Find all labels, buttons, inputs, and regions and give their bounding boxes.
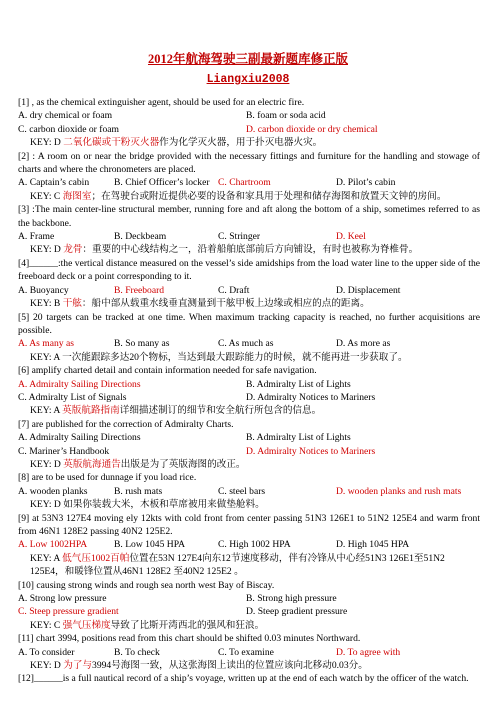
question-text: [8] are to be used for dunnage if you load rice. xyxy=(18,472,197,484)
answer-key-letter: KEY: D xyxy=(30,499,64,511)
option-row xyxy=(18,378,480,391)
option: A. Captain’s cabin xyxy=(18,177,90,189)
option-row xyxy=(18,284,480,297)
option: D. Steep gradient pressure xyxy=(246,606,348,618)
document-author: Liangxiu2008 xyxy=(206,73,290,86)
answer-key-explanation: 一次能跟踪多达20个物标，当达到最大跟踪能力的时候，就不能再进一步获取了。 xyxy=(62,351,408,363)
answer-key-letter: KEY: D xyxy=(30,660,64,672)
option-row xyxy=(18,538,480,551)
option: C. Chartroom xyxy=(218,177,271,189)
option: B. Freeboard xyxy=(114,284,165,296)
answer-key xyxy=(18,351,480,364)
option: D. Displacement xyxy=(336,284,401,296)
answer-key-letter: KEY: A xyxy=(30,405,63,417)
question-text: [7] are published for the correction of Admiralty Charts. xyxy=(18,418,234,430)
option: C. To examine xyxy=(218,646,274,658)
answer-key xyxy=(18,619,480,632)
question-list xyxy=(18,96,480,686)
answer-key-letter: KEY: D xyxy=(30,137,64,149)
option: D. Admiralty Notices to Mariners xyxy=(246,391,376,403)
question-text: [12]______is a full nautical record of a ship’s voyage, written up at the end of each watch by the officer of the watch. xyxy=(18,673,469,685)
option: C. Stringer xyxy=(218,231,261,243)
option-row xyxy=(18,605,480,618)
option: B. Admiralty List of Lights xyxy=(246,432,351,444)
option: D. wooden planks and rush mats xyxy=(336,485,462,497)
answer-key xyxy=(18,458,480,471)
question-text: [1] , as the chemical extinguisher agent, should be used for an electric fire. xyxy=(18,97,305,108)
question-text: [2] : A room on or near the bridge provided with the necessary fittings and furniture for the handling and stowage of charts and where the chronometers are placed. xyxy=(18,150,480,176)
option: B. rush mats xyxy=(114,485,163,497)
answer-key-explanation: ：船中部从载重水线垂直测量到干舷甲板上边缘或相应的点的距离。 xyxy=(81,298,370,310)
answer-key-term: 强气压梯度 xyxy=(62,619,111,631)
answer-key-term: 二氧化碳或干粉灭火器 xyxy=(63,137,160,149)
answer-key-explanation: 作为化学灭火器，用于扑灭电器火灾。 xyxy=(159,137,323,149)
option-row xyxy=(18,230,480,243)
answer-key xyxy=(18,552,480,579)
question-text: [3] :The main center-line structural member, running fore and aft along the bottom of a ship, sometimes referred to as the backbone. xyxy=(18,204,480,229)
answer-key-explanation: 3994号海图一致，从这张海图上读出的位置应该向北移动0.03分。 xyxy=(92,660,368,672)
answer-key xyxy=(18,297,480,310)
answer-key-explanation: 详细描述制订的细节和安全航行所包含的信息。 xyxy=(119,405,322,417)
option: C. carbon dioxide or foam xyxy=(18,123,119,135)
option: A. wooden planks xyxy=(18,485,88,497)
answer-key-explanation: 如果你装载大米，木板和草席被用来做垫舱料。 xyxy=(63,499,265,511)
option: B. Admiralty List of Lights xyxy=(246,378,351,390)
option: D. As more as xyxy=(336,338,391,350)
option-row xyxy=(18,123,480,136)
option: A. Admiralty Sailing Directions xyxy=(18,378,141,390)
answer-key-letter: KEY: C xyxy=(30,619,63,631)
option-row xyxy=(18,646,480,659)
answer-key-term: 海图室 xyxy=(62,190,92,202)
option-row xyxy=(18,176,480,189)
option: D. carbon dioxide or dry chemical xyxy=(246,123,378,135)
answer-key-term: 英版航海通告 xyxy=(63,458,121,470)
answer-key-term: 低气压1002百帕 xyxy=(62,552,130,564)
option: D. Admiralty Notices to Mariners xyxy=(246,445,376,457)
option: C. steel bars xyxy=(218,485,266,497)
option: B. Strong high pressure xyxy=(246,593,337,605)
option-row xyxy=(18,391,480,404)
option: D. Keel xyxy=(336,231,366,243)
option: C. Draft xyxy=(218,284,250,296)
answer-key xyxy=(18,190,480,203)
answer-key xyxy=(18,659,480,672)
question-text: [11] chart 3994, positions read from this chart should be shifted 0.03 minutes Northward. xyxy=(18,633,361,645)
answer-key xyxy=(18,136,480,149)
answer-key-letter: KEY: B xyxy=(30,298,63,310)
option: B. foam or soda acid xyxy=(246,110,326,122)
question-text: [6] amplify charted detail and contain information needed for safe navigation. xyxy=(18,365,317,377)
option: A. Strong low pressure xyxy=(18,593,107,605)
option: B. Low 1045 HPA xyxy=(114,539,186,551)
option: A. Frame xyxy=(18,231,55,243)
option-row xyxy=(18,592,480,605)
option: C. As much as xyxy=(218,338,274,350)
option: A. dry chemical or foam xyxy=(18,110,113,122)
answer-key-explanation: ：重要的中心线结构之一，沿着船舶底部前后方向铺设，有时也被称为脊椎骨。 xyxy=(82,244,419,256)
option: D. Pilot’s cabin xyxy=(336,177,396,189)
question-text: [10] causing strong winds and rough sea north west Bay of Biscay. xyxy=(18,579,275,591)
option: D. High 1045 HPA xyxy=(336,539,410,551)
answer-key-explanation: 位置在53N 127E4向东12节速度移动，伴有冷锋从中心经51N3 126E1至51N2 125E4，和暖锋位置从46N1 128E2 至40N2 125E2 。 xyxy=(30,552,445,578)
option-row xyxy=(18,431,480,444)
document-title: 2012年航海驾驶三副最新题库修正版 xyxy=(147,52,348,66)
answer-key-term: 龙骨 xyxy=(63,244,83,256)
option: A. As many as xyxy=(18,338,74,350)
option-row xyxy=(18,109,480,122)
answer-key xyxy=(18,243,480,256)
option: C. Admiralty List of Signals xyxy=(18,391,127,403)
answer-key xyxy=(18,498,480,511)
answer-key-explanation: 出版是为了英版海图的改正。 xyxy=(120,458,246,470)
option: C. Mariner’s Handbook xyxy=(18,445,110,457)
option: C. High 1002 HPA xyxy=(218,539,291,551)
option: B. So many as xyxy=(114,338,170,350)
option-row xyxy=(18,337,480,350)
answer-key-term: 英版航路指南 xyxy=(62,405,120,417)
option-row xyxy=(18,445,480,458)
option: D. To agree with xyxy=(336,646,401,658)
option: A. Buoyancy xyxy=(18,284,69,296)
question-text: [9] at 53N3 127E4 moving ely 12kts with cold front from center passing 51N3 126E1 to 51N2 125E4 and warm front from 46N1 128E2 passing 40N2 125E2. xyxy=(18,512,480,537)
answer-key-term: 干舷 xyxy=(62,298,82,310)
option-row xyxy=(18,485,480,498)
option: B. To check xyxy=(114,646,160,658)
answer-key-letter: KEY: D xyxy=(30,458,64,470)
option: A. Admiralty Sailing Directions xyxy=(18,432,141,444)
answer-key-letter: KEY: D xyxy=(30,244,64,256)
answer-key-explanation: ；在驾驶台或附近提供必要的设备和家具用于处理和储存海图和放置天文钟的房间。 xyxy=(91,190,447,202)
answer-key-letter: KEY: C xyxy=(30,190,63,202)
answer-key-explanation: 导致了比斯开湾西北的强风和狂浪。 xyxy=(110,619,265,631)
option: A. Low 1002HPA xyxy=(18,539,88,551)
question-text: [4]______:the vertical distance measured on the vessel’s side amidships from the load water line to the upper side of the freeboard deck or a point corresponding to it. xyxy=(18,257,480,283)
option: C. Steep pressure gradient xyxy=(18,606,119,618)
answer-key-term: 为了与 xyxy=(63,660,93,672)
question-text: [5] 20 targets can be tracked at one time. When maximum tracking capacity is reached, no further acquisitions are possible. xyxy=(18,311,480,336)
answer-key xyxy=(18,404,480,417)
option: A. To consider xyxy=(18,646,75,658)
answer-key-letter: KEY: A xyxy=(30,552,63,564)
option: B. Deckbeam xyxy=(114,231,167,243)
option: B. Chief Officer’s locker xyxy=(114,177,210,189)
answer-key-letter: KEY: A xyxy=(30,351,63,363)
